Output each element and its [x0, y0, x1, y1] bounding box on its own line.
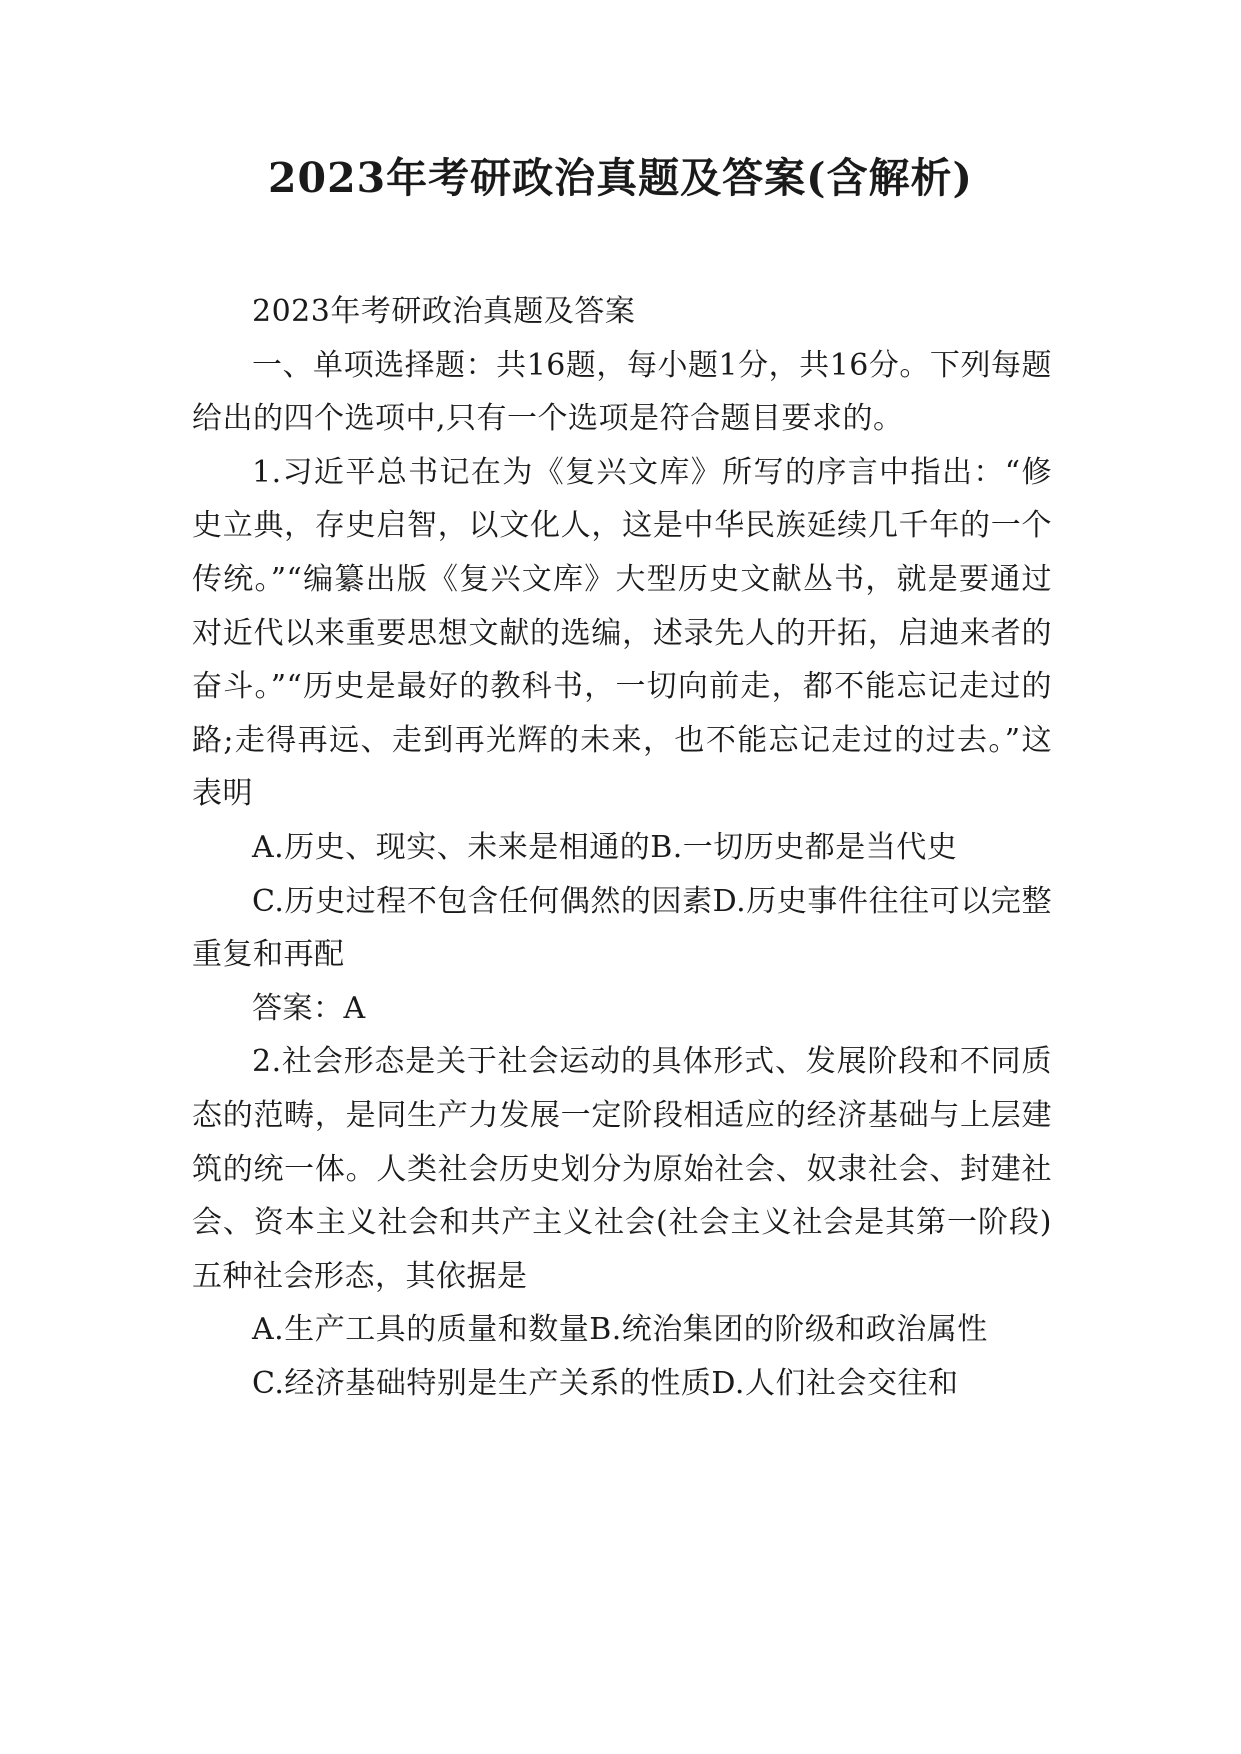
- question-1-stem: 1.习近平总书记在为《复兴文库》所写的序言中指出：“修史立典，存史启智，以文化人，这是中华民族延续几千年的一个传统。”“编纂出版《复兴文库》大型历史文献丛书，就是要通过对近代以来重要思想文献的选编，述录先人的开拓，启迪来者的奋斗。”“历史是最好的教科书，一切向前走，都不能忘记走过的路;走得再远、走到再光辉的未来，也不能忘记走过的过去。”这表明: [192, 454, 1052, 812]
- question-2-stem: 2.社会形态是关于社会运动的具体形式、发展阶段和不同质态的范畴，是同生产力发展一定阶段相适应的经济基础与上层建筑的统一体。人类社会历史划分为原始社会、奴隶社会、封建社会、资本主义社会和共产主义社会(社会主义社会是其第一阶段)五种社会形态，其依据是: [192, 1044, 1052, 1294]
- question-1-options-ab: A.历史、现实、未来是相通的B.一切历史都是当代史: [252, 829, 958, 865]
- question-2-options-ab: A.生产工具的质量和数量B.统治集团的阶级和政治属性: [252, 1312, 988, 1348]
- question-1-answer: 答案：A: [252, 990, 366, 1026]
- document-title: 2023年考研政治真题及答案(含解析): [268, 154, 973, 202]
- document-body: [192, 285, 1052, 1410]
- section-instructions: 一、单项选择题：共16题，每小题1分，共16分。下列每题给出的四个选项中,只有一个选项是符合题目要求的。: [192, 347, 1052, 437]
- question-1-options-cd: C.历史过程不包含任何偶然的因素D.历史事件往往可以完整重复和再配: [192, 883, 1052, 973]
- question-2-options-cd: C.经济基础特别是生产关系的性质D.人们社会交往和: [252, 1365, 959, 1401]
- section-subtitle: 2023年考研政治真题及答案: [252, 294, 636, 329]
